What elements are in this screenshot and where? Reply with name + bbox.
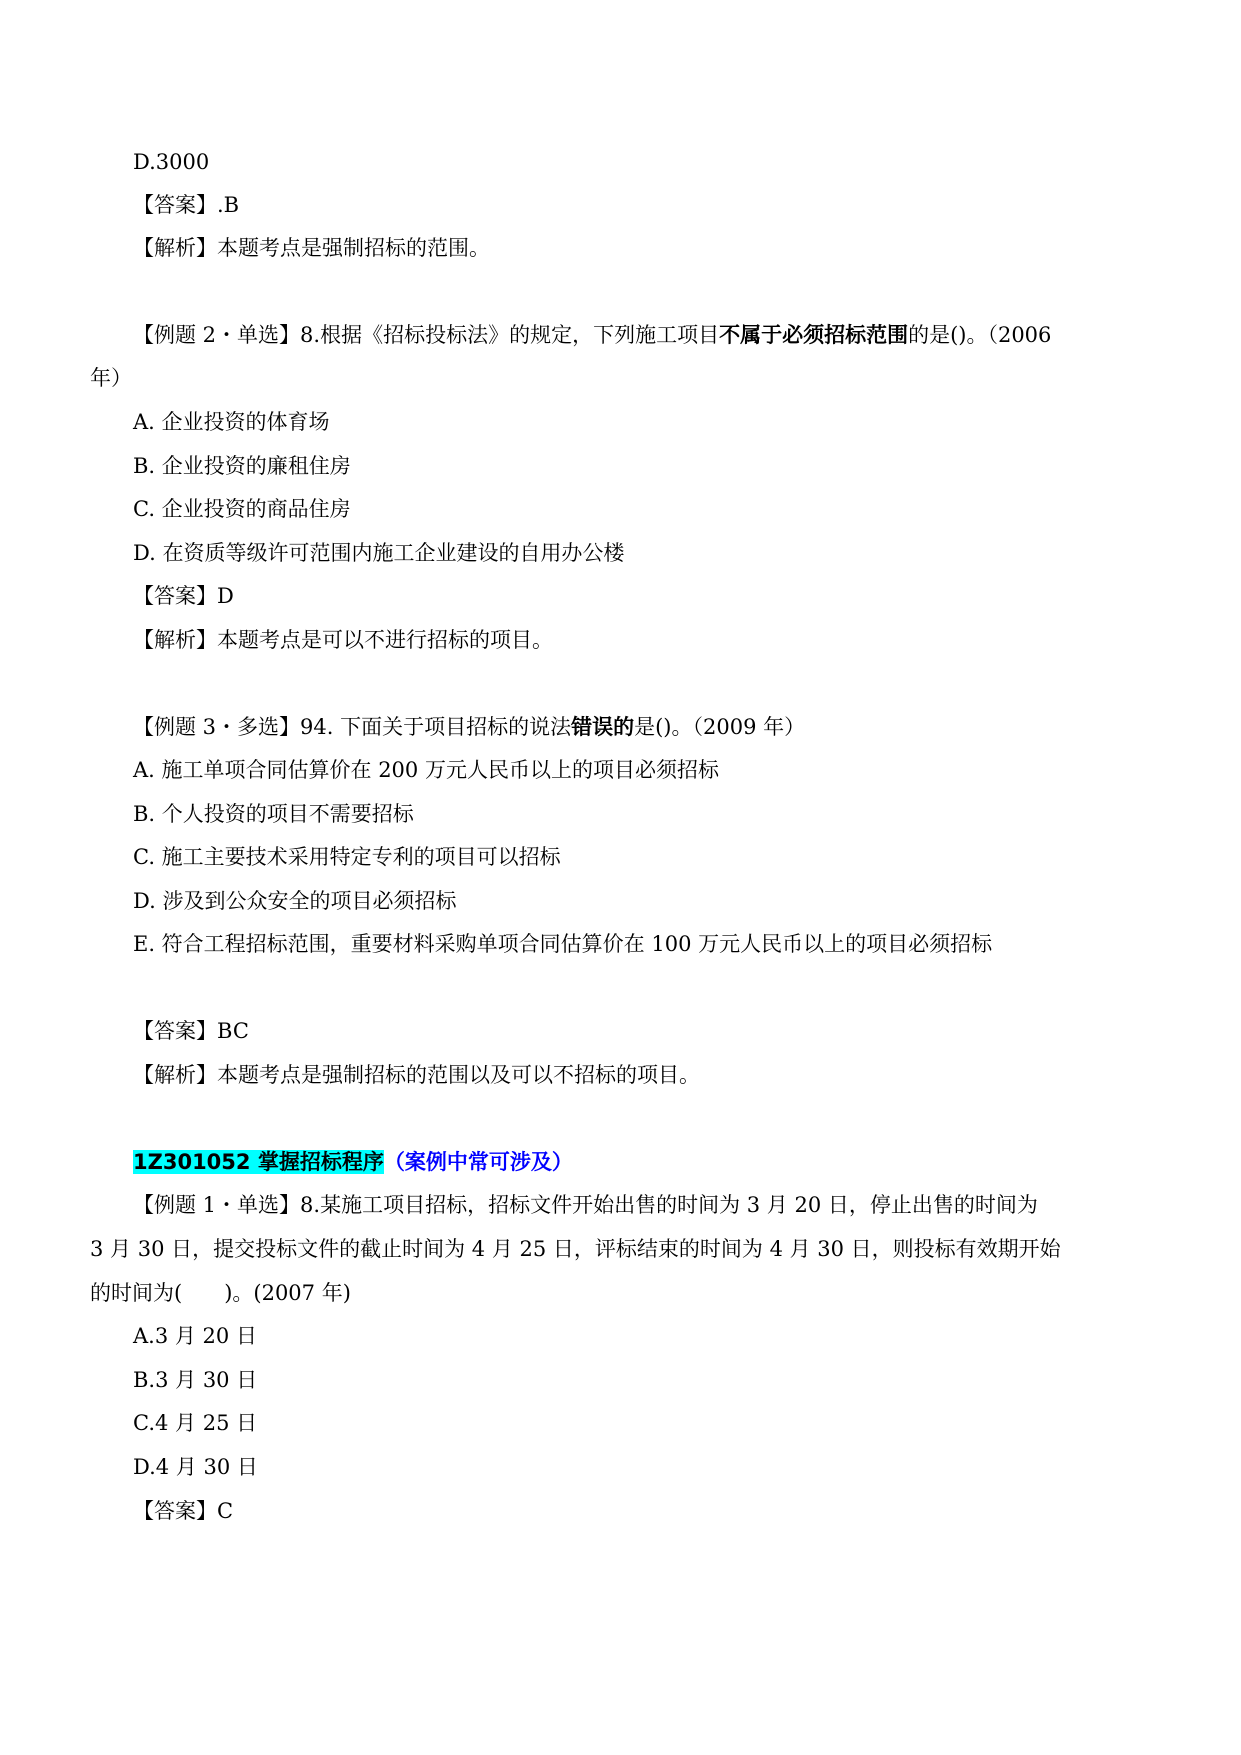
question-3-stem-pre: 【例题 3・多选】94. 下面关于项目招标的说法 [133, 715, 572, 739]
question-2-stem-continued: 年） [90, 366, 132, 390]
question-2-analysis: 【解析】本题考点是可以不进行招标的项目。 [133, 628, 553, 652]
section-heading [133, 1147, 573, 1177]
question-2-option-d: D. 在资质等级许可范围内施工企业建设的自用办公楼 [133, 541, 625, 565]
question-3-option-b: B. 个人投资的项目不需要招标 [133, 802, 414, 826]
question-3-stem-post: 是()。（2009 年） [634, 715, 806, 739]
question-3-stem [133, 712, 805, 742]
question-3-option-c: C. 施工主要技术采用特定专利的项目可以招标 [133, 845, 561, 869]
option-d: D.3000 [133, 150, 210, 174]
question-3-analysis: 【解析】本题考点是强制招标的范围以及可以不招标的项目。 [133, 1063, 700, 1087]
question-2-stem-post: 的是()。（2006 [908, 323, 1052, 347]
section-code-title: 1Z301052 掌握招标程序 [133, 1150, 384, 1174]
answer-line: 【答案】.B [133, 193, 240, 217]
question-3-option-e: E. 符合工程招标范围，重要材料采购单项合同估算价在 100 万元人民币以上的项目必须招标 [133, 932, 993, 956]
question-4-option-d: D.4 月 30 日 [133, 1455, 258, 1479]
question-2-option-b: B. 企业投资的廉租住房 [133, 454, 351, 478]
question-2-stem-bold: 不属于必须招标范围 [719, 323, 909, 347]
question-3-option-d: D. 涉及到公众安全的项目必须招标 [133, 889, 457, 913]
question-2-answer: 【答案】D [133, 584, 234, 608]
question-4-option-b: B.3 月 30 日 [133, 1368, 258, 1392]
question-2-stem [133, 320, 1051, 350]
question-2-option-a: A. 企业投资的体育场 [133, 410, 330, 434]
question-4-stem-line-3: 的时间为( )。(2007 年) [90, 1281, 351, 1305]
question-4-stem-line-2: 3 月 30 日，提交投标文件的截止时间为 4 月 25 日，评标结束的时间为 4 月 30 日，则投标有效期开始 [90, 1237, 1061, 1261]
question-4-answer: 【答案】C [133, 1499, 234, 1523]
analysis-line: 【解析】本题考点是强制招标的范围。 [133, 236, 490, 260]
question-3-stem-bold: 错误的 [571, 715, 635, 739]
question-2-option-c: C. 企业投资的商品住房 [133, 497, 351, 521]
question-2-stem-pre: 【例题 2・单选】8.根据《招标投标法》的规定，下列施工项目 [133, 323, 720, 347]
section-note: （案例中常可涉及） [383, 1150, 573, 1174]
question-3-answer: 【答案】BC [133, 1019, 249, 1043]
question-4-stem-line-1: 【例题 1・单选】8.某施工项目招标，招标文件开始出售的时间为 3 月 20 日，停止出售的时间为 [133, 1193, 1038, 1217]
question-4-option-a: A.3 月 20 日 [133, 1324, 257, 1348]
question-3-option-a: A. 施工单项合同估算价在 200 万元人民币以上的项目必须招标 [133, 758, 719, 782]
question-4-option-c: C.4 月 25 日 [133, 1411, 258, 1435]
